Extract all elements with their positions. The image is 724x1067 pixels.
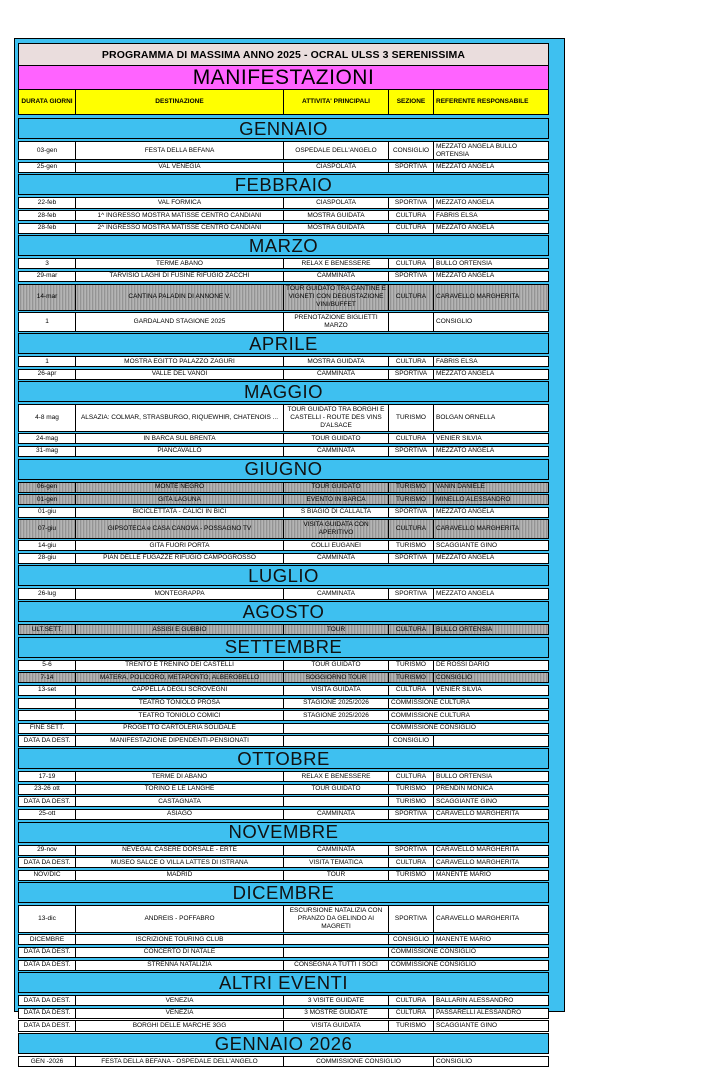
cell-referente: MEZZATO ANGELA — [436, 554, 495, 562]
cell-durata: 01-gen — [19, 495, 76, 504]
section-header-marzo: MARZO — [18, 235, 549, 256]
section-header-luglio: LUGLIO — [18, 565, 549, 586]
cell-durata: 3 — [19, 259, 76, 268]
section-header-aprile: APRILE — [18, 333, 549, 354]
cell-referente: MEZZATO ANGELA — [436, 163, 495, 171]
cell-durata: DATA DA DEST. — [19, 948, 76, 957]
column-header-destinazione: DESTINAZIONE — [76, 90, 284, 114]
cell-referente: MANENTE MARIO — [436, 935, 491, 943]
cell-destinazione: VENEZIA — [76, 996, 284, 1005]
table-row — [18, 482, 549, 493]
cell-destinazione: PIANCAVALLO — [76, 447, 284, 456]
cell-sezione: TURISMO — [389, 495, 434, 504]
cell-sezione-referente: COMMISSIONE CULTURA — [391, 699, 470, 706]
cell-referente: VENIER SILVIA — [436, 434, 482, 442]
table-row — [18, 369, 549, 380]
cell-attivita: TOUR GUIDATO TRA BORGHI E CASTELLI - ROUTE DES VINS D'ALSACE — [284, 405, 389, 430]
cell-durata: 5-6 — [19, 661, 76, 670]
cell-referente: DE ROSSI DARIO — [436, 661, 490, 669]
cell-sezione — [389, 313, 434, 330]
cell-sezione: CULTURA — [389, 996, 434, 1005]
table-row — [18, 857, 549, 868]
cell-attivita: TOUR — [284, 871, 389, 880]
cell-durata: DATA DA DEST. — [19, 996, 76, 1005]
cell-durata: 31-mag — [19, 447, 76, 456]
cell-sezione: SPORTIVA — [389, 508, 434, 517]
cell-destinazione: BORGHI DELLE MARCHE 3GG — [76, 1021, 284, 1030]
column-header-sezione: SEZIONE — [389, 90, 434, 114]
cell-attivita: CAMMINATA — [284, 447, 389, 456]
section-header-novembre: NOVEMBRE — [18, 822, 549, 843]
cell-destinazione: TEATRO TONIOLO COMICI — [76, 711, 284, 720]
cell-referente: MEZZATO ANGELA — [436, 508, 495, 516]
cell-destinazione: 1^ INGRESSO MOSTRA MATISSE CENTRO CANDIANI — [76, 211, 284, 220]
table-row — [18, 870, 549, 881]
table-row — [18, 624, 549, 635]
cell-referente: MEZZATO ANGELA — [436, 589, 495, 597]
cell-destinazione: PROGETTO CARTOLERIA SOLIDALE — [76, 724, 284, 733]
cell-referente: MEZZATO ANGELA — [436, 272, 495, 280]
cell-attivita: TOUR — [284, 625, 389, 634]
table-row — [18, 1020, 549, 1031]
table-row — [18, 685, 549, 696]
cell-sezione: CULTURA — [389, 686, 434, 695]
table-row — [18, 905, 549, 932]
cell-sezione: TURISMO — [389, 785, 434, 794]
cell-referente: MEZZATO ANGELA — [436, 370, 495, 378]
cell-attivita: RELAX E BENESSERE — [284, 772, 389, 781]
table-row — [18, 947, 549, 958]
cell-attivita: STAGIONE 2025/2026 — [284, 699, 389, 708]
table-row — [18, 784, 549, 795]
cell-referente: CARAVELLO MARGHERITA — [436, 858, 520, 866]
cell-durata: 28-feb — [19, 211, 76, 220]
cell-sezione: TURISMO — [389, 405, 434, 430]
cell-sezione-referente: COMMISSIONE CONSIGLIO — [391, 961, 476, 968]
cell-destinazione: MONTEGRAPPA — [76, 589, 284, 598]
table-row — [18, 210, 549, 221]
cell-destinazione: GITA LAGUNA — [76, 495, 284, 504]
cell-referente: FABRIS ELSA — [436, 357, 478, 365]
cell-durata — [19, 711, 76, 720]
cell-sezione: CULTURA — [389, 520, 434, 537]
cell-durata: 29-mar — [19, 272, 76, 281]
cell-sezione-referente: COMMISSIONE CONSIGLIO — [391, 948, 476, 956]
cell-destinazione: GIPSOTECA e CASA CANOVA - POSSAGNO TV — [76, 520, 284, 537]
cell-referente: CONSIGLIO — [434, 673, 548, 682]
cell-referente: CARAVELLO MARGHERITA — [434, 285, 548, 310]
table-row — [18, 660, 549, 671]
cell-durata: ULT.SETT. — [19, 625, 76, 634]
table-row — [18, 433, 549, 444]
cell-attivita: VISITA GUIDATA CON APERITIVO — [284, 520, 389, 537]
cell-sezione: CULTURA — [389, 224, 434, 233]
cell-attivita: TOUR GUIDATO TRA CANTINE E VIGNETI CON DEGUSTAZIONE VINI/BUFFET — [284, 285, 389, 310]
table-row — [18, 553, 549, 564]
cell-durata: 14-mar — [19, 285, 76, 310]
section-header-gennaio-2026: GENNAIO 2026 — [18, 1033, 549, 1054]
cell-attivita: CAMMINATA — [284, 810, 389, 819]
cell-referente: FABRIS ELSA — [436, 211, 478, 219]
cell-destinazione: MANIFESTAZIONE DIPENDENTI-PENSIONATI — [76, 736, 284, 745]
cell-durata: 23-26 ott — [19, 785, 76, 794]
cell-sezione: TURISMO — [389, 541, 434, 550]
cell-referente: MEZZATO ANGELA BULLO ORTENSIA — [436, 142, 518, 158]
cell-attivita: CAMMINATA — [284, 554, 389, 563]
program-table — [18, 43, 549, 1067]
section-header-maggio: MAGGIO — [18, 381, 549, 402]
cell-durata: DATA DA DEST. — [19, 736, 76, 745]
cell-destinazione: TRENTO E TRENINO DEI CASTELLI — [76, 661, 284, 670]
cell-destinazione: CASTAGNATA — [76, 797, 284, 806]
cell-durata: 25-ott — [19, 810, 76, 819]
cell-referente: CONSIGLIO — [436, 317, 473, 325]
cell-durata: 7-14 — [19, 673, 76, 682]
cell-destinazione: ISCRIZIONE TOURING CLUB — [76, 935, 284, 944]
cell-durata — [19, 699, 76, 708]
cell-referente: CARAVELLO MARGHERITA — [436, 846, 520, 853]
cell-referente: VENIER SILVIA — [436, 686, 482, 694]
cell-sezione: CONSIGLIO — [389, 736, 434, 745]
cell-sezione: TURISMO — [389, 661, 434, 670]
cell-sezione: SPORTIVA — [389, 447, 434, 456]
cell-durata: 1 — [19, 313, 76, 330]
cell-sezione: CULTURA — [389, 772, 434, 781]
cell-referente: BULLO ORTENSIA — [436, 772, 493, 780]
cell-durata: 06-gen — [19, 483, 76, 492]
cell-durata: 1 — [19, 357, 76, 366]
cell-destinazione: FESTA DELLA BEFANA — [76, 142, 284, 159]
cell-destinazione: FESTA DELLA BEFANA - OSPEDALE DELL'ANGELO — [76, 1057, 284, 1066]
cell-attivita — [284, 736, 389, 745]
cell-sezione: CULTURA — [389, 625, 434, 634]
table-row — [18, 845, 549, 856]
column-header-referente: REFERENTE RESPONSABILE — [436, 97, 529, 105]
cell-attivita: CONSEGNA A TUTTI I SOCI — [284, 961, 389, 970]
table-row — [18, 507, 549, 518]
cell-sezione: SPORTIVA — [389, 846, 434, 855]
table-row — [18, 809, 549, 820]
table-row — [18, 312, 549, 331]
cell-destinazione: MONTE NEGRO — [76, 483, 284, 492]
cell-sezione-referente: COMMISSIONE CULTURA — [391, 711, 470, 719]
cell-attivita-sezione: COMMISSIONE CONSIGLIO — [284, 1057, 434, 1066]
cell-sezione: CULTURA — [389, 1009, 434, 1018]
cell-destinazione: PIAN DELLE FUGAZZE RIFUGIO CAMPOGROSSO — [76, 554, 284, 563]
cell-durata: DICEMBRE — [19, 935, 76, 944]
cell-attivita: OSPEDALE DELL'ANGELO — [284, 142, 389, 159]
table-row — [18, 995, 549, 1006]
table-row — [18, 494, 549, 505]
cell-destinazione: IN BARCA SUL BRENTA — [76, 434, 284, 443]
table-row — [18, 540, 549, 551]
cell-durata: 26-lug — [19, 589, 76, 598]
cell-referente: BULLO ORTENSIA — [434, 625, 548, 634]
cell-attivita: CIASPOLATA — [284, 198, 389, 207]
cell-destinazione: CANTINA PALADIN DI ANNONE V. — [76, 285, 284, 310]
cell-attivita — [284, 797, 389, 806]
column-header-durata: DURATA GIORNI — [19, 90, 76, 114]
cell-destinazione: TORINO E LE LANGHE — [76, 785, 284, 794]
cell-referente: VANIN DANIELE — [434, 483, 548, 492]
manifestazioni-banner: MANIFESTAZIONI — [18, 66, 549, 90]
cell-destinazione: CONCERTO DI NATALE — [76, 948, 284, 957]
cell-sezione: CULTURA — [389, 211, 434, 220]
cell-referente: MEZZATO ANGELA — [436, 224, 495, 232]
cell-destinazione: ANDREIS - POFFABRO — [76, 906, 284, 931]
cell-attivita: CIASPOLATA — [284, 163, 389, 172]
table-row — [18, 735, 549, 746]
cell-destinazione: ASIAGO — [76, 810, 284, 819]
section-header-dicembre: DICEMBRE — [18, 882, 549, 903]
cell-durata: 29-nov — [19, 846, 76, 855]
cell-destinazione: VENEZIA — [76, 1009, 284, 1018]
cell-attivita: MOSTRA GUIDATA — [284, 224, 389, 233]
cell-attivita: ESCURSIONE NATALIZIA CON PRANZO DA GELINDO AI MAGRETI — [284, 906, 389, 931]
cell-destinazione: 2^ INGRESSO MOSTRA MATISSE CENTRO CANDIANI — [76, 224, 284, 233]
cell-durata: 24-mag — [19, 434, 76, 443]
cell-destinazione: TARVISIO LAGHI DI FUSINE RIFUGIO ZACCHI — [76, 272, 284, 281]
table-row — [18, 771, 549, 782]
cell-sezione: TURISMO — [389, 673, 434, 682]
cell-sezione: CULTURA — [389, 858, 434, 867]
cell-destinazione: ASSISI E GUBBIO — [76, 625, 284, 634]
cell-referente: MINELLO ALESSANDRO — [434, 495, 548, 504]
cell-durata: 28-giu — [19, 554, 76, 563]
cell-referente: PASSARELLI ALESSANDRO — [436, 1009, 522, 1017]
cell-destinazione: GITA FUORI PORTA — [76, 541, 284, 550]
table-row — [18, 934, 549, 945]
page-title: PROGRAMMA DI MASSIMA ANNO 2025 - OCRAL ULSS 3 SERENISSIMA — [101, 48, 466, 61]
cell-durata: DATA DA DEST. — [19, 1009, 76, 1018]
cell-referente: SCAGGIANTE GINO — [436, 541, 498, 549]
cell-destinazione: MADRID — [76, 871, 284, 880]
document-page — [14, 38, 565, 1065]
cell-durata: DATA DA DEST. — [19, 961, 76, 970]
cell-durata: 03-gen — [19, 142, 76, 159]
cell-attivita: MOSTRA GUIDATA — [284, 357, 389, 366]
cell-durata: DATA DA DEST. — [19, 1021, 76, 1030]
cell-destinazione: TERME DI ABANO — [76, 772, 284, 781]
cell-durata: 14-giu — [19, 541, 76, 550]
cell-durata: 28-feb — [19, 224, 76, 233]
cell-sezione: CONSIGLIO — [389, 142, 434, 159]
cell-attivita: STAGIONE 2025/2026 — [284, 711, 389, 720]
table-row — [18, 1056, 549, 1067]
cell-attivita: TOUR GUIDATO — [284, 785, 389, 794]
cell-sezione: TURISMO — [389, 871, 434, 880]
cell-referente: BOLGAN ORNELLA — [436, 414, 496, 421]
cell-sezione: SPORTIVA — [389, 272, 434, 281]
section-header-altri-eventi: ALTRI EVENTI — [18, 972, 549, 993]
table-row — [18, 258, 549, 269]
cell-referente: CONSIGLIO — [436, 1057, 473, 1065]
cell-destinazione: MUSEO SALCE O VILLA LATTES DI ISTRANA — [76, 858, 284, 867]
cell-sezione: SPORTIVA — [389, 370, 434, 379]
cell-attivita: CAMMINATA — [284, 846, 389, 855]
cell-sezione: SPORTIVA — [389, 906, 434, 931]
cell-referente: MEZZATO ANGELA — [436, 198, 495, 206]
cell-durata: 13-set — [19, 686, 76, 695]
table-row — [18, 271, 549, 282]
table-row — [18, 796, 549, 807]
cell-attivita: TOUR GUIDATO — [284, 434, 389, 443]
cell-attivita: PRENOTAZIONE BIGLIETTI MARZO — [284, 313, 389, 330]
cell-sezione: SPORTIVA — [389, 163, 434, 172]
cell-attivita: SOGGIORNO TOUR — [284, 673, 389, 682]
cell-destinazione: NEVEGAL CASERE DORSALE - ERTE — [76, 846, 284, 855]
cell-attivita — [284, 948, 389, 957]
cell-destinazione: CAPPELLA DEGLI SCROVEGNI — [76, 686, 284, 695]
cell-destinazione: MOSTRA EGITTO PALAZZO ZAGURI — [76, 357, 284, 366]
cell-referente: CARAVELLO MARGHERITA — [436, 810, 520, 818]
cell-durata: NOV/DIC — [19, 871, 76, 880]
table-row — [18, 284, 549, 311]
cell-durata: 4-8 mag — [19, 405, 76, 430]
section-header-gennaio: GENNAIO — [18, 118, 549, 139]
cell-destinazione: VAL FORMICA — [76, 198, 284, 207]
cell-destinazione: BICICLETTATA - CALICI IN BICI — [76, 508, 284, 517]
cell-referente: PRENDIN MONICA — [436, 785, 494, 793]
cell-destinazione: MATERA, POLICORO, METAPONTO, ALBEROBELLO — [76, 673, 284, 682]
cell-referente — [434, 736, 548, 745]
table-row — [18, 698, 549, 709]
cell-attivita: EVENTO IN BARCA — [284, 495, 389, 504]
cell-sezione: CULTURA — [389, 285, 434, 310]
cell-attivita: CAMMINATA — [284, 370, 389, 379]
cell-durata: 25-gen — [19, 163, 76, 172]
cell-attivita — [284, 724, 389, 733]
cell-attivita: RELAX E BENESSERE — [284, 259, 389, 268]
cell-sezione: CULTURA — [389, 434, 434, 443]
table-row — [18, 710, 549, 721]
cell-attivita: CAMMINATA — [284, 589, 389, 598]
cell-sezione: TURISMO — [389, 483, 434, 492]
cell-destinazione: GARDALAND STAGIONE 2025 — [76, 313, 284, 330]
cell-referente: SCAGGIANTE GINO — [436, 797, 498, 805]
cell-attivita: VISITA GUIDATA — [284, 686, 389, 695]
section-header-ottobre: OTTOBRE — [18, 748, 549, 769]
cell-referente: CARAVELLO MARGHERITA — [436, 915, 520, 922]
section-header-giugno: GIUGNO — [18, 459, 549, 480]
table-row — [18, 446, 549, 457]
cell-sezione: CULTURA — [389, 357, 434, 366]
cell-destinazione: ALSAZIA: COLMAR, STRASBURGO, RIQUEWHIR, CHATENOIS ... — [76, 405, 284, 430]
column-header-attivita: ATTIVITA' PRINCIPALI — [284, 90, 389, 114]
table-row — [18, 404, 549, 431]
cell-sezione: TURISMO — [389, 797, 434, 806]
cell-attivita: CAMMINATA — [284, 272, 389, 281]
section-header-agosto: AGOSTO — [18, 601, 549, 622]
cell-destinazione: TERME ABANO — [76, 259, 284, 268]
cell-attivita: TOUR GUIDATO — [284, 661, 389, 670]
cell-referente: MEZZATO ANGELA — [436, 447, 495, 455]
cell-destinazione: STRENNA NATALIZIA — [76, 961, 284, 970]
table-row — [18, 672, 549, 683]
cell-referente: CARAVELLO MARGHERITA — [434, 520, 548, 537]
cell-durata: 22-feb — [19, 198, 76, 207]
table-row — [18, 723, 549, 734]
cell-attivita: COLLI EUGANEI — [284, 541, 389, 550]
cell-sezione: CONSIGLIO — [389, 935, 434, 944]
cell-attivita — [284, 935, 389, 944]
table-row — [18, 162, 549, 173]
cell-durata: 26-apr — [19, 370, 76, 379]
cell-referente: SCAGGIANTE GINO — [436, 1021, 498, 1029]
title-bar — [18, 43, 549, 66]
cell-durata: DATA DA DEST. — [19, 858, 76, 867]
table-row — [18, 1008, 549, 1019]
cell-durata: 01-giu — [19, 508, 76, 517]
cell-attivita: S BIAGIO DI CALLALTA — [284, 508, 389, 517]
section-header-febbraio: FEBBRAIO — [18, 174, 549, 195]
table-row — [18, 141, 549, 160]
cell-durata: DATA DA DEST. — [19, 797, 76, 806]
table-row — [18, 588, 549, 599]
table-row — [18, 356, 549, 367]
cell-destinazione: VAL VENEGIA — [76, 163, 284, 172]
cell-attivita: MOSTRA GUIDATA — [284, 211, 389, 220]
table-row — [18, 197, 549, 208]
cell-durata: FINE SETT. — [19, 724, 76, 733]
table-row — [18, 960, 549, 971]
cell-durata: 07-giu — [19, 520, 76, 537]
cell-attivita: TOUR GUIDATO — [284, 483, 389, 492]
cell-referente: BALLARIN ALESSANDRO — [436, 996, 514, 1004]
cell-durata: 13-dic — [19, 906, 76, 931]
cell-sezione-referente: COMMISSIONE CONSIGLIO — [391, 724, 476, 732]
cell-sezione: SPORTIVA — [389, 810, 434, 819]
column-header-row — [18, 90, 549, 115]
cell-attivita: 3 MOSTRE GUIDATE — [284, 1009, 389, 1018]
table-row — [18, 519, 549, 538]
cell-sezione: SPORTIVA — [389, 198, 434, 207]
month-sections — [18, 118, 549, 1067]
cell-attivita: VISITA GUIDATA — [284, 1021, 389, 1030]
table-row — [18, 223, 549, 234]
cell-sezione: SPORTIVA — [389, 554, 434, 563]
section-header-settembre: SETTEMBRE — [18, 637, 549, 658]
cell-destinazione: TEATRO TONIOLO PROSA — [76, 699, 284, 708]
cell-referente: MANENTE MARIO — [436, 871, 491, 879]
cell-sezione: CULTURA — [389, 259, 434, 268]
cell-attivita: 3 VISITE GUIDATE — [284, 996, 389, 1005]
cell-durata: 17-19 — [19, 772, 76, 781]
cell-sezione: SPORTIVA — [389, 589, 434, 598]
cell-referente: BULLO ORTENSIA — [436, 259, 493, 267]
cell-attivita: VISITA TEMATICA — [284, 858, 389, 867]
cell-destinazione: VALLE DEL VANOI — [76, 370, 284, 379]
cell-sezione: TURISMO — [389, 1021, 434, 1030]
cell-durata: GEN -2026 — [19, 1057, 76, 1066]
